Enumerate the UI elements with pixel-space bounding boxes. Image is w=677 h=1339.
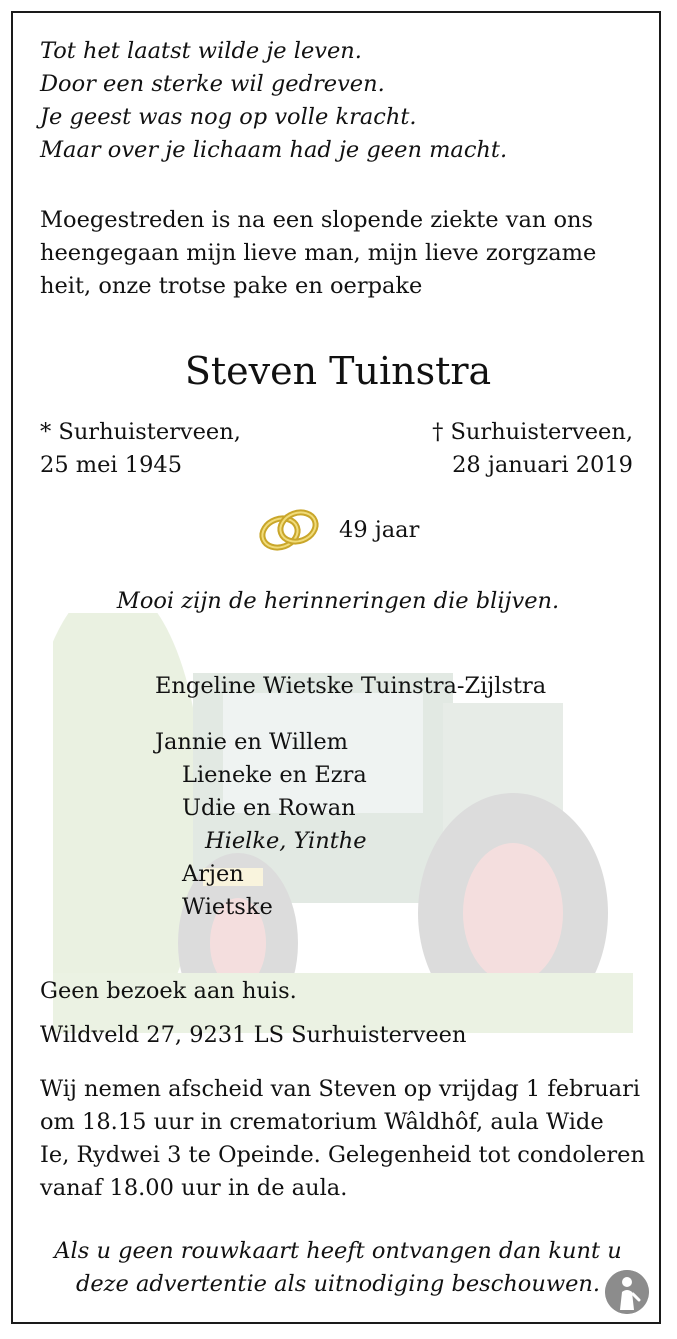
intro-line: Moegestreden is na een slopende ziekte van ons xyxy=(40,207,594,233)
service-line: Ie, Rydwei 3 te Opeinde. Gelegenheid tot condoleren xyxy=(40,1142,645,1168)
poem-line: Door een sterke wil gedreven. xyxy=(40,71,385,97)
intro-line: heengegaan mijn lieve man, mijn lieve zorgzame xyxy=(40,240,597,266)
notice-line: Als u geen rouwkaart heeft ontvangen dan kunt u xyxy=(54,1238,622,1264)
birth-date: 25 mei 1945 xyxy=(40,452,183,478)
wedding-rings-icon xyxy=(253,506,325,554)
deceased-name: Steven Tuinstra xyxy=(184,349,492,393)
service-line: vanaf 18.00 uur in de aula. xyxy=(40,1175,348,1201)
home-address: Wildveld 27, 9231 LS Surhuisterveen xyxy=(40,1022,467,1048)
family-member: Wietske xyxy=(182,894,273,920)
death-date: 28 januari 2019 xyxy=(452,452,633,478)
poem-line: Tot het laatst wilde je leven. xyxy=(40,38,362,64)
service-line: Wij nemen afscheid van Steven op vrijdag 1 februari xyxy=(40,1076,641,1102)
poem-line: Maar over je lichaam had je geen macht. xyxy=(40,137,508,163)
family-member: Udie en Rowan xyxy=(182,795,356,821)
memory-quote: Mooi zijn de herinneringen die blijven. xyxy=(116,588,560,614)
family-member: Lieneke en Ezra xyxy=(182,762,367,788)
obituary-card xyxy=(11,11,661,1324)
birth-info xyxy=(40,416,241,482)
marriage-info xyxy=(253,505,419,555)
no-visit-note: Geen bezoek aan huis. xyxy=(40,978,297,1004)
intro-line: heit, onze trotse pake en oerpake xyxy=(40,273,423,299)
death-place: † Surhuisterveen, xyxy=(432,419,633,445)
poem-line: Je geest was nog op volle kracht. xyxy=(40,104,417,130)
family-list xyxy=(155,726,367,924)
death-info xyxy=(432,416,633,482)
widow-name: Engeline Wietske Tuinstra-Zijlstra xyxy=(155,673,547,699)
notice-line: deze advertentie als uitnodiging beschouwen. xyxy=(75,1271,601,1297)
person-silhouette-logo-icon xyxy=(605,1270,649,1314)
family-member: Arjen xyxy=(182,861,244,887)
marriage-years: 49 jaar xyxy=(339,517,420,543)
family-member: Jannie en Willem xyxy=(155,729,349,755)
service-line: om 18.15 uur in crematorium Wâldhôf, aula Wide xyxy=(40,1109,604,1135)
poem xyxy=(40,35,640,167)
invitation-notice xyxy=(13,1235,661,1301)
service-info xyxy=(40,1073,645,1205)
family-member: Hielke, Yinthe xyxy=(205,828,367,854)
birth-place: * Surhuisterveen, xyxy=(40,419,241,445)
intro-text xyxy=(40,204,640,303)
